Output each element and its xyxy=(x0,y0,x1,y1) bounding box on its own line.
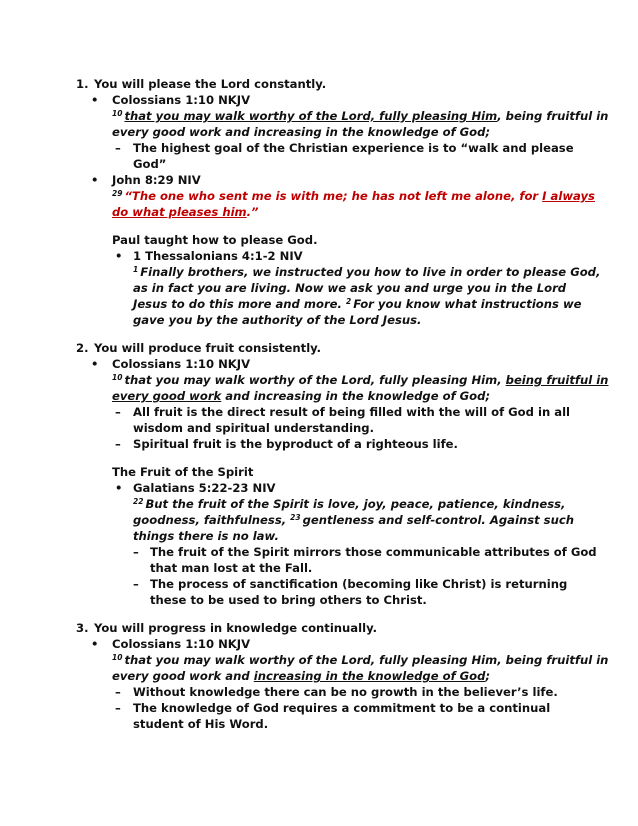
bullet-marker: • xyxy=(91,637,99,651)
point-1-title: You will please the Lord constantly. xyxy=(94,77,327,91)
verse-underlined: do what pleases him xyxy=(112,205,247,219)
verse-number: 2 xyxy=(345,297,352,306)
point-3-title: You will progress in knowledge continually. xyxy=(94,621,377,635)
dash-item-cont: God” xyxy=(133,157,167,171)
verse-underlined: being fruitful in xyxy=(505,373,609,387)
bullet-marker: • xyxy=(115,481,123,495)
scripture-ref: Galatians 5:22-23 NIV xyxy=(133,481,276,495)
dash-item: The highest goal of the Christian experience is to “walk and please xyxy=(133,141,574,155)
verse-underlined: I always xyxy=(542,189,595,203)
dash-item: The process of sanctification (becoming like Christ) is returning xyxy=(150,577,568,591)
sub-heading: The Fruit of the Spirit xyxy=(112,465,254,479)
verse-number: 22 xyxy=(133,497,144,506)
verse-number: 1 xyxy=(133,265,139,274)
verse-number: 29 xyxy=(112,189,123,198)
dash-marker: – xyxy=(115,141,121,155)
dash-item-cont: these to be used to bring others to Christ. xyxy=(150,593,427,607)
dash-marker: – xyxy=(115,437,121,451)
verse-number: 10 xyxy=(112,653,123,662)
verse-number: 10 xyxy=(112,109,123,118)
scripture-ref: Colossians 1:10 NKJV xyxy=(112,93,251,107)
verse-line xyxy=(112,109,608,125)
verse-number: 10 xyxy=(112,373,123,382)
verse-line: as in fact you are living. Now we ask you and urge you in the Lord xyxy=(133,281,567,295)
verse-line xyxy=(112,205,259,221)
dash-marker: – xyxy=(115,685,121,699)
scripture-ref: 1 Thessalonians 4:1-2 NIV xyxy=(133,249,303,263)
verse-line: $^{10}$ that you may walk worthy of the Lord, fully pleasing Him, being fruitful in xyxy=(112,373,609,387)
verse-line: every good work and increasing in the knowledge of God; xyxy=(112,125,491,139)
dash-marker: – xyxy=(133,577,139,591)
verse-line: every good work and increasing in the knowledge of God; xyxy=(112,669,491,683)
dash-item: The knowledge of God requires a commitment to be a continual xyxy=(133,701,551,715)
point-1-number: 1. xyxy=(76,77,89,91)
dash-item-cont: that man lost at the Fall. xyxy=(150,561,313,575)
dash-item: The fruit of the Spirit mirrors those communicable attributes of God xyxy=(150,545,597,559)
verse-text: , being fruitful in xyxy=(497,109,609,123)
point-3-number: 3. xyxy=(76,621,89,635)
bullet-marker: • xyxy=(115,249,123,263)
verse-line: gave you by the authority of the Lord Jesus. xyxy=(133,313,422,327)
sub-heading: Paul taught how to please God. xyxy=(112,233,318,247)
bullet-marker: • xyxy=(91,357,99,371)
point-2-title: You will produce fruit consistently. xyxy=(94,341,322,355)
verse-line: every good work and increasing in the knowledge of God; xyxy=(112,389,491,403)
verse-underlined: every good work xyxy=(112,389,222,403)
bullet-marker: • xyxy=(91,93,99,107)
dash-marker: – xyxy=(115,405,121,419)
verse-line: $^{22}$ But the fruit of the Spirit is love, joy, peace, patience, kindness, xyxy=(133,497,566,511)
dash-item: All fruit is the direct result of being filled with the will of God in all xyxy=(133,405,571,419)
verse-text: .” xyxy=(246,205,259,219)
verse-line: $^1$ Finally brothers, we instructed you how to live in order to please God, xyxy=(133,265,601,279)
scripture-ref: Colossians 1:10 NKJV xyxy=(112,357,251,371)
bullet-marker: • xyxy=(91,173,99,187)
dash-item: Without knowledge there can be no growth in the believer’s life. xyxy=(133,685,558,699)
dash-marker: – xyxy=(115,701,121,715)
verse-line: Jesus to do this more and more. $^2$ For you know what instructions we xyxy=(133,297,582,311)
verse-line: $^{10}$ that you may walk worthy of the Lord, fully pleasing Him, being fruitful in xyxy=(112,653,609,667)
dash-item-cont: wisdom and spiritual understanding. xyxy=(133,421,375,435)
verse-underlined: increasing in the knowledge of God xyxy=(253,669,486,683)
verse-underlined: that you may walk worthy of the Lord, fully pleasing Him xyxy=(124,109,498,123)
verse-number: 23 xyxy=(290,513,301,522)
verse-text: “The one who sent me is with me; he has not left me alone, for xyxy=(124,189,543,203)
dash-item: Spiritual fruit is the byproduct of a righteous life. xyxy=(133,437,458,451)
verse-line: goodness, faithfulness, $^{23}$ gentleness and self-control. Against such xyxy=(133,513,574,527)
verse-line: things there is no law. xyxy=(133,529,279,543)
scripture-ref: Colossians 1:10 NKJV xyxy=(112,637,251,651)
verse-line xyxy=(112,189,595,205)
dash-item-cont: student of His Word. xyxy=(133,717,269,731)
dash-marker: – xyxy=(133,545,139,559)
point-2-number: 2. xyxy=(76,341,89,355)
scripture-ref: John 8:29 NIV xyxy=(112,173,201,187)
